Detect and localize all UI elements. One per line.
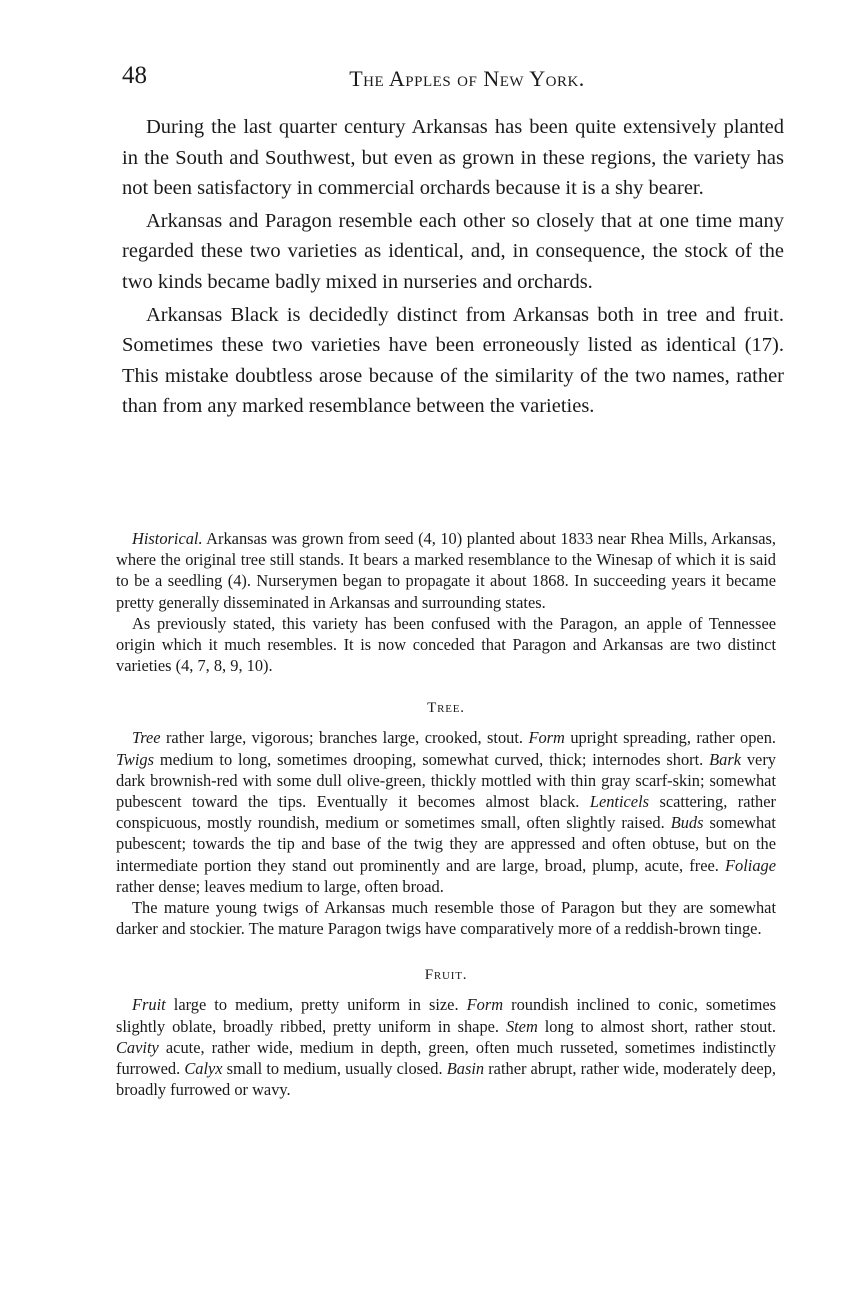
tree-text: medium to long, sometimes drooping, somewhat curved, thick; internodes short. [153, 749, 710, 769]
tree-term: Lenticels [589, 792, 650, 812]
historical-paragraph-2: As previously stated, this variety has been confused with the Paragon, an apple of Tennessee origin which it much resembles. It is now conceded that Paragon and Arkansas are two distinct varieties (4, 7, 8, 9, 10). [116, 613, 776, 676]
fruit-text: long to almost short, rather stout. [537, 1016, 776, 1036]
fruit-text: roundish inclined to conic, sometimes slightly oblate, broadly ribbed, pretty uniform in shape. [116, 995, 776, 1036]
main-text [122, 112, 784, 424]
tree-text: somewhat pubescent; towards the tip and base of the twig they are appressed and often obtuse, but on the intermediate portion they stand out prominently and are large, broad, plump, acute, free. [116, 813, 776, 875]
description-section [116, 528, 776, 1100]
fruit-text: rather abrupt, rather wide, moderately deep, broadly furrowed or wavy. [116, 1059, 776, 1100]
historical-text: Arkansas was grown from seed (4, 10) planted about 1833 near Rhea Mills, Arkansas, where the original tree still stands. It bears a marked resemblance to the Winesap of which it is said to be a seedling (4). Nurserymen began to propagate it about 1868. In succeeding years it became pretty generally disseminated in Arkansas and surrounding states. [116, 529, 776, 612]
paragraph-commercial: During the last quarter century Arkansas has been quite extensively planted in the South and Southwest, but even as grown in these regions, the variety has not been satisfactory in commercial orchards because it is a shy bearer. [122, 116, 784, 200]
tree-term: Twigs [116, 749, 154, 769]
tree-heading: Tree. [427, 700, 465, 717]
tree-paragraph [116, 727, 776, 897]
tree-text: rather large, vigorous; branches large, crooked, stout. [160, 728, 529, 748]
fruit-term: Basin [446, 1059, 485, 1079]
tree-paragraph-2: The mature young twigs of Arkansas much resemble those of Paragon but they are somewhat darker and stockier. The mature Paragon twigs have comparatively more of a reddish-brown tinge. [116, 898, 776, 939]
tree-text: upright spreading, rather open. [564, 728, 776, 748]
tree-term: Foliage [725, 855, 776, 875]
fruit-term: Cavity [116, 1037, 159, 1057]
tree-text: scattering, rather conspicuous, mostly roundish, medium or sometimes small, often slightly raised. [116, 792, 776, 833]
tree-term: Tree [132, 728, 161, 748]
page-number: 48 [122, 62, 147, 89]
paragraph-paragon: Arkansas and Paragon resemble each other so closely that at one time many regarded these two varieties as identical, and, in consequence, the stock of the two kinds became badly mixed in nurseries and orchards. [122, 209, 784, 293]
fruit-paragraph [116, 994, 776, 1100]
tree-text: very dark brownish-red with some dull olive-green, thickly mottled with thin gray scarf-skin; somewhat pubescent toward the tips. Eventually it becomes almost black. [116, 749, 776, 812]
fruit-text: small to medium, usually closed. [222, 1059, 447, 1079]
historical-paragraph [116, 528, 776, 613]
tree-text: rather dense; leaves medium to large, often broad. [116, 876, 444, 896]
historical-label: Historical. [132, 529, 203, 548]
fruit-term: Fruit [132, 995, 166, 1015]
running-head: The Apples of New York. [349, 66, 585, 91]
tree-term: Form [528, 728, 565, 748]
fruit-text: acute, rather wide, medium in depth, green, often much russeted, sometimes indistinctly furrowed. [116, 1037, 776, 1079]
tree-term: Bark [709, 749, 741, 769]
fruit-heading: Fruit. [424, 967, 468, 984]
fruit-term: Calyx [184, 1059, 223, 1079]
tree-term: Buds [670, 813, 704, 833]
fruit-text: large to medium, pretty uniform in size. [165, 995, 467, 1015]
fruit-term: Form [466, 995, 504, 1015]
fruit-term: Stem [505, 1016, 538, 1036]
page-header [122, 62, 782, 102]
paragraph-arkansas-black: Arkansas Black is decidedly distinct from Arkansas both in tree and fruit. Sometimes these two varieties have been erroneously listed as identical (17). This mistake doubtless arose because of the similarity of the two names, rather than from any marked resemblance between the varieties. [122, 303, 784, 418]
